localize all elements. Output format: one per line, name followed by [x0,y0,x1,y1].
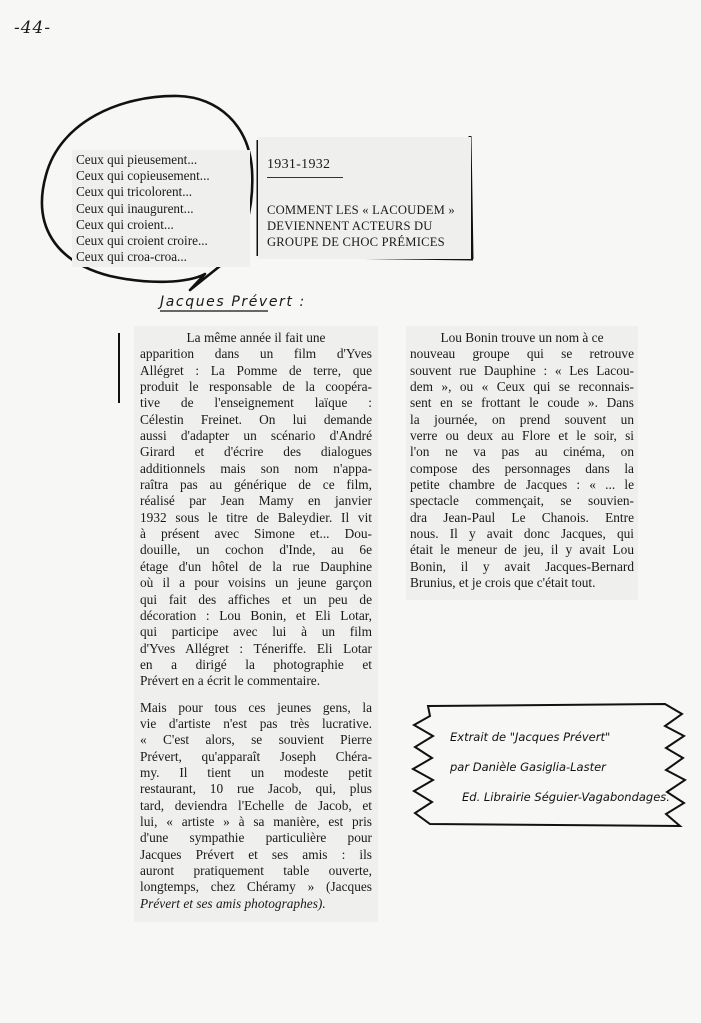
poem-line: Ceux qui pieusement... [76,152,198,167]
text-line: Jacques Prévert et ses amis : ils [140,846,372,862]
poem-line: Ceux qui tricolorent... [76,184,193,200]
article-column-left [134,326,378,922]
text-line: produit le responsable de la coopéra- [140,379,372,395]
text-line: raîtra pas au générique de ce film, [140,477,372,493]
headline-title-line: DEVIENNENT ACTEURS DU [267,219,433,233]
text-line: douille, un cochon d'Inde, au 6e [140,542,372,558]
text-line: my. Il tient un modeste petit [140,764,372,780]
text-line: Prévert et ses amis photographes). [140,895,326,911]
poem-line: Ceux qui croient... [76,216,174,232]
author-handwritten-label: Jacques Prévert : [160,294,306,310]
text-line: Girard et d'écrire des dialogues [140,444,372,460]
text-line: La même année il fait une [186,330,326,345]
text-line: d'une sympathie particulière pour [140,830,372,846]
text-line: Lou Bonin trouve un nom à ce [440,330,604,345]
text-line: aussi d'adapter un scénario d'André [140,428,372,444]
text-line: souvent rue Dauphine : « Les Lacou- [410,362,634,378]
text-line: 1932 sous le titre de Baleydier. Il vit [140,509,372,525]
text-line: nouveau groupe qui se retrouve [410,346,634,362]
text-line: d'Yves Allégret : Téneriffe. Eli Lotar [140,640,372,656]
headline-title [267,202,472,250]
text-line: Mais pour tous ces jeunes gens, la [140,699,372,715]
poem-line: Ceux qui inaugurent... [76,200,194,216]
text-line: était le meneur de jeu, il y avait Lou [410,542,634,558]
text-line: en a dirigé la photographie et [140,656,372,672]
text-line: qui fait des affiches et un peu de [140,591,372,607]
headline-year: 1931-1932 [267,157,331,172]
text-line: nous. Il y avait donc Jacques, qui [410,526,634,542]
text-line: restaurant, 10 rue Jacob, qui, plus [140,781,372,797]
text-line: Brunius, et je crois que c'était tout. [410,575,596,591]
headline-title-line: GROUPE DE CHOC PRÉMICES [267,235,445,249]
text-line: la journée, on prend souvent un [410,411,634,427]
margin-bar [118,333,120,403]
poem-line: Ceux qui croa-croa... [76,249,187,265]
text-line: verre ou deux au Flore et le soir, si [410,428,634,444]
text-line: à présent avec Simone et... Dou- [140,526,372,542]
text-line: vie d'artiste n'est pas très lucrative. [140,715,372,731]
credit-line-author: par Danièle Gasiglia-Laster [450,760,606,774]
text-line: tive de l'enseignement laïque : [140,395,372,411]
text-line: réalisé par Jean Mamy en janvier [140,493,372,509]
text-line: Prévert, qu'apparaît Joseph Chéra- [140,748,372,764]
text-line: où il a pour voisins un jeune garçon [140,575,372,591]
text-line: tard, deviendra l'Echelle de Jacob, et [140,797,372,813]
text-line: additionnels mais son nom n'appa- [140,460,372,476]
page-number: -44- [14,18,52,38]
text-line: sent en se frottant le coude ». Dans [410,395,634,411]
credit-line-publisher: Ed. Librairie Séguier-Vagabondages. [462,790,670,804]
text-line: dra Jean-Paul Le Chanois. Entre [410,509,634,525]
text-line: Allégret : La Pomme de terre, que [140,362,372,378]
poem-quote [72,150,250,267]
text-line: Célestin Freinet. On lui demande [140,411,372,427]
article-column-right [406,326,638,600]
headline-title-line: COMMENT LES « LACOUDEM » [267,203,455,217]
text-line: lui, « artiste » à sa manière, est pris [140,813,372,829]
text-line: qui participe avec lui à un film [140,624,372,640]
text-line: dem », ou « Ceux qui se reconnais- [410,379,634,395]
text-line: auront pratiquement table ouverte, [140,863,372,878]
text-line: compose des personnages dans la [410,460,634,476]
text-line: longtemps, chez Chéramy » (Jacques [140,879,372,895]
text-line: petite chambre de Jacques : « ... le [410,477,634,493]
poem-line: Ceux qui copieusement... [76,168,210,184]
text-line: « C'est alors, se souvient Pierre [140,732,372,748]
text-line: Prévert en a écrit le commentaire. [140,673,321,689]
text-line: Bonin, il y avait Jacques-Bernard [410,558,634,574]
text-line: apparition dans un film d'Yves [140,346,372,362]
text-line: décoration : Lou Bonin, et Eli Lotar, [140,607,372,623]
headline-rule [267,177,343,178]
credit-line-source: Extrait de "Jacques Prévert" [450,730,611,744]
text-line: l'on ne va pas au cinéma, on [410,444,634,460]
text-line: étage d'un hôtel de la rue Dauphine [140,558,372,574]
text-line: spectacle commençait, se souvien- [410,493,634,509]
poem-line: Ceux qui croient croire... [76,233,208,249]
